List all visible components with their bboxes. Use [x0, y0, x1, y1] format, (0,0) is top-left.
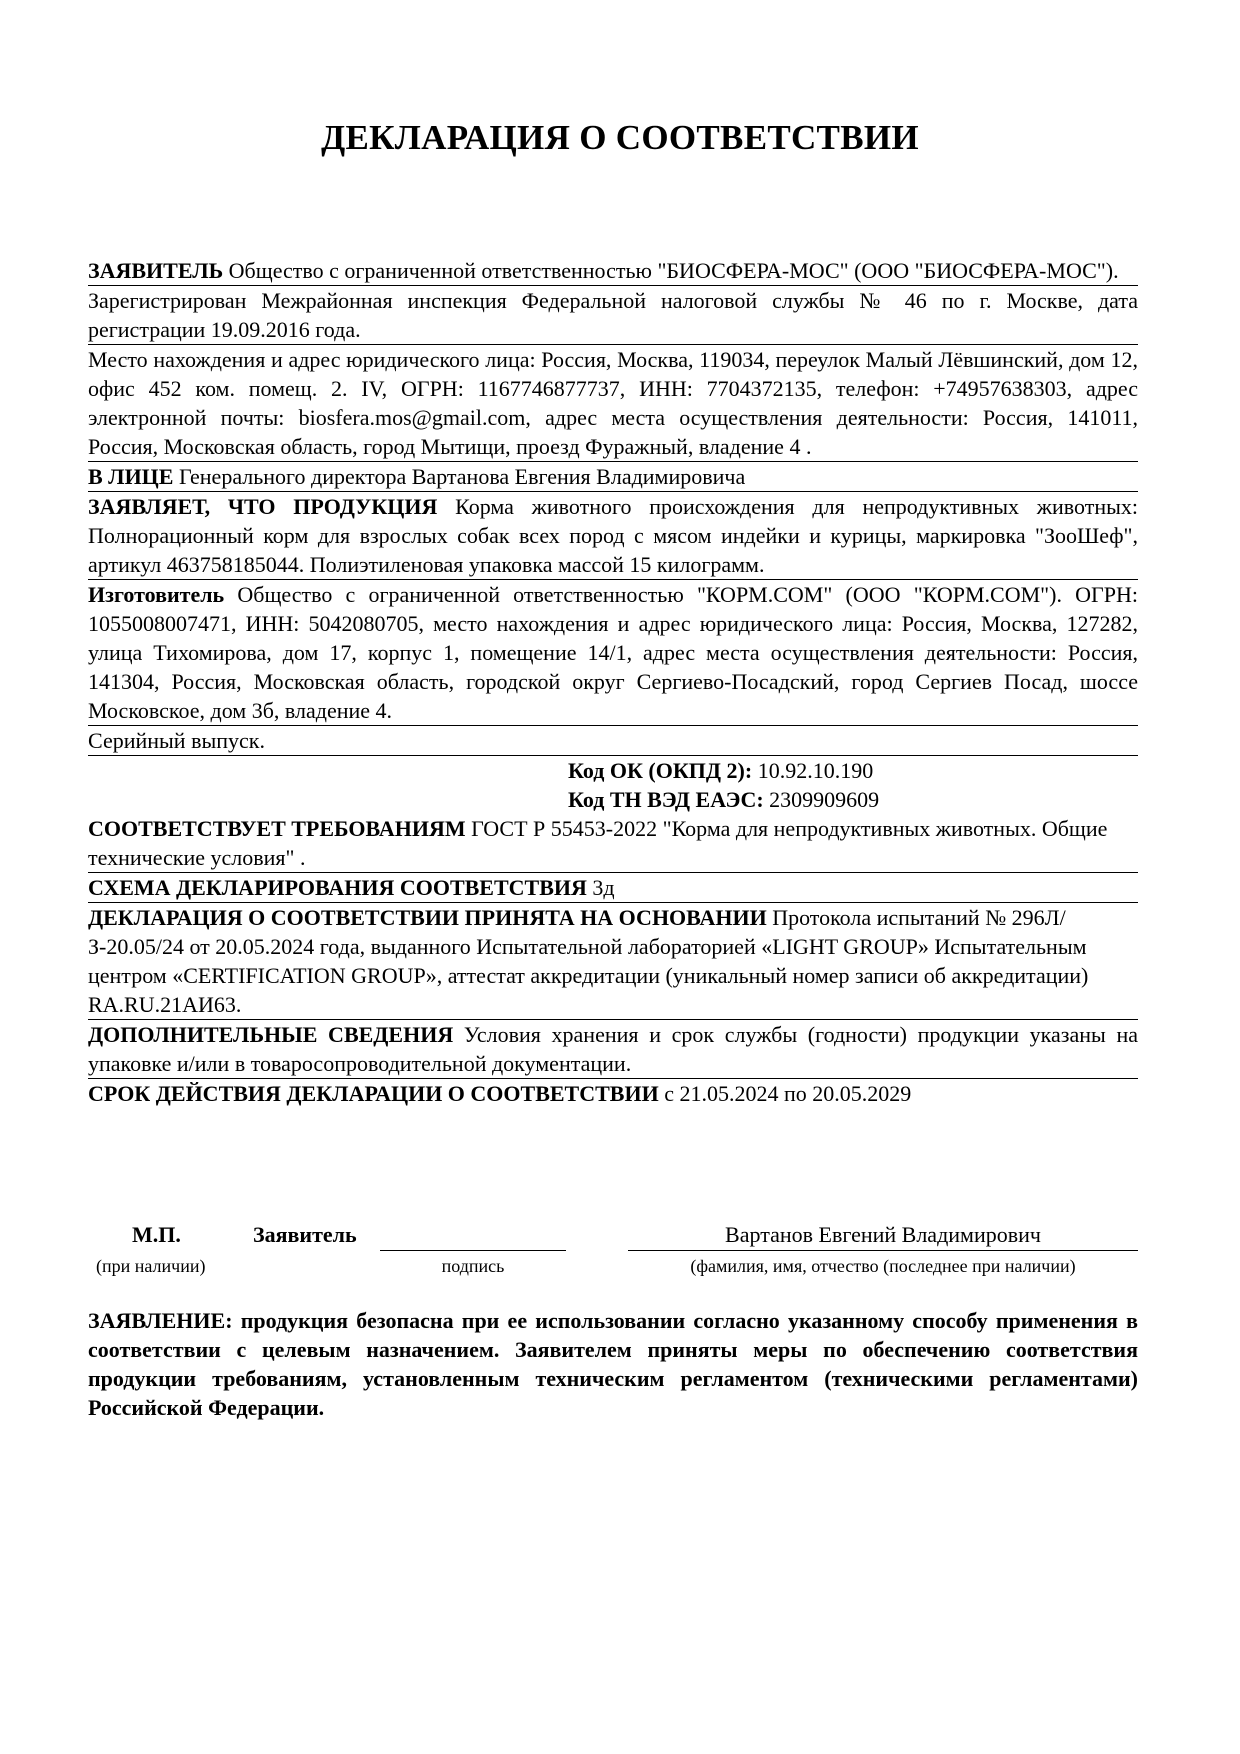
address-section: Место нахождения и адрес юридического лица: Россия, Москва, 119034, переулок Малый Лёвшинский, дом 12, офис 452 ком. помещ. 2. IV, ОГРН: 1167746877737, ИНН: 7704372135, телефон: +74957638303, адрес электронной почты: biosfera.mos@gmail.com, адрес места осуществления деятельности: Россия, 141011, Россия, Московская область, город Мытищи, проезд Фуражный, владение 4 . — [88, 345, 1138, 462]
additional-label: ДОПОЛНИТЕЛЬНЫЕ СВЕДЕНИЯ — [88, 1022, 454, 1047]
manufacturer-text: Общество с ограниченной ответственностью "КОРМ.COM" (ООО "КОРМ.COM"). ОГРН: 1055008007471, ИНН: 5042080705, место нахождения и адрес юридического лица: Россия, Москва, 127282, улица Тихомирова, дом 17, корпус 1, помещение 14/1, адрес места осуществления деятельности: Россия, 141304, Россия, Московская область, городской округ Сергиево-Посадский, город Сергиев Посад, шоссе Московское, дом 3б, владение 4. — [88, 582, 1138, 723]
represented-section — [88, 462, 1138, 492]
scheme-text: 3д — [592, 875, 615, 900]
represented-label: В ЛИЦЕ — [88, 464, 174, 489]
represented-text: Генерального директора Вартанова Евгения Владимировича — [178, 464, 746, 489]
signature-note: подпись — [441, 1256, 505, 1276]
signatory-name: Вартанов Евгений Владимирович — [725, 1222, 1041, 1247]
name-line — [628, 1250, 1138, 1251]
scheme-label: СХЕМА ДЕКЛАРИРОВАНИЯ СООТВЕТСТВИЯ — [88, 875, 587, 900]
signature-applicant-label: Заявитель — [253, 1222, 357, 1247]
tnved-value: 2309909609 — [769, 787, 880, 812]
manufacturer-label: Изготовитель — [88, 582, 225, 607]
seal-label: М.П. — [132, 1222, 181, 1247]
additional-text: Условия хранения и срок службы (годности) продукции указаны на упаковке и/или в товаросопроводительной документации. — [88, 1022, 1138, 1076]
manufacturer-section — [88, 580, 1138, 726]
product-section — [88, 492, 1138, 580]
applicant-text: Общество с ограниченной ответственностью "БИОСФЕРА-МОС" (ООО "БИОСФЕРА-МОС"). — [228, 258, 1119, 283]
registration-section: Зарегистрирован Межрайонная инспекция Федеральной налоговой службы № 46 по г. Москве, дата регистрации 19.09.2016 года. — [88, 286, 1138, 345]
basis-label: ДЕКЛАРАЦИЯ О СООТВЕТСТВИИ ПРИНЯТА НА ОСНОВАНИИ — [88, 905, 767, 930]
signature-block — [88, 1222, 1138, 1282]
product-text: Корма животного происхождения для непродуктивных животных: Полнорационный корм для взрослых собак всех пород с мясом индейки и курицы, маркировка "ЗооШеф", артикул 463758185044. Полиэтиленовая упаковка массой 15 килограмм. — [88, 494, 1139, 577]
scheme-section — [88, 873, 1138, 903]
validity-label: СРОК ДЕЙСТВИЯ ДЕКЛАРАЦИИ О СООТВЕТСТВИИ — [88, 1081, 659, 1106]
signature-line — [380, 1250, 566, 1251]
product-label: ЗАЯВЛЯЕТ, ЧТО ПРОДУКЦИЯ — [88, 494, 438, 519]
tnved-label: Код ТН ВЭД ЕАЭС: — [568, 787, 764, 812]
name-note: (фамилия, имя, отчество (последнее при наличии) — [690, 1256, 1076, 1276]
requirements-label: СООТВЕТСТВУЕТ ТРЕБОВАНИЯМ — [88, 816, 466, 841]
okpd-label: Код ОК (ОКПД 2): — [568, 758, 753, 783]
validity-section — [88, 1079, 1138, 1108]
document-title: ДЕКЛАРАЦИЯ О СООТВЕТСТВИИ — [321, 118, 919, 157]
basis-section — [88, 903, 1138, 1020]
applicant-section — [88, 256, 1138, 286]
declaration-body — [88, 256, 1138, 1108]
tnved-code — [568, 785, 1138, 814]
requirements-text: ГОСТ Р 55453-2022 "Корма для непродуктивных животных. Общие технические условия" . — [88, 816, 1108, 870]
okpd-code — [568, 756, 1138, 785]
seal-note: (при наличии) — [96, 1256, 206, 1276]
requirements-section — [88, 814, 1138, 873]
serial-section: Серийный выпуск. — [88, 726, 1138, 756]
validity-text: с 21.05.2024 по 20.05.2029 — [664, 1081, 912, 1106]
safety-statement: ЗАЯВЛЕНИЕ: продукция безопасна при ее использовании согласно указанному способу применения в соответствии с целевым назначением. Заявителем приняты меры по обеспечению соответствия продукции требованиям, установленным техническим регламентом (техническими регламентами) Российской Федерации. — [88, 1308, 1138, 1420]
okpd-value: 10.92.10.190 — [757, 758, 874, 783]
applicant-label: ЗАЯВИТЕЛЬ — [88, 258, 224, 283]
additional-section — [88, 1020, 1138, 1079]
codes-section — [88, 756, 1138, 814]
basis-text: Протокола испытаний № 296Л/З-20.05/24 от 20.05.2024 года, выданного Испытательной лабораторией «LIGHT GROUP» Испытательным центром «CERTIFICATION GROUP», аттестат аккредитации (уникальный номер записи об аккредитации) RA.RU.21АИ63. — [88, 905, 1089, 1017]
